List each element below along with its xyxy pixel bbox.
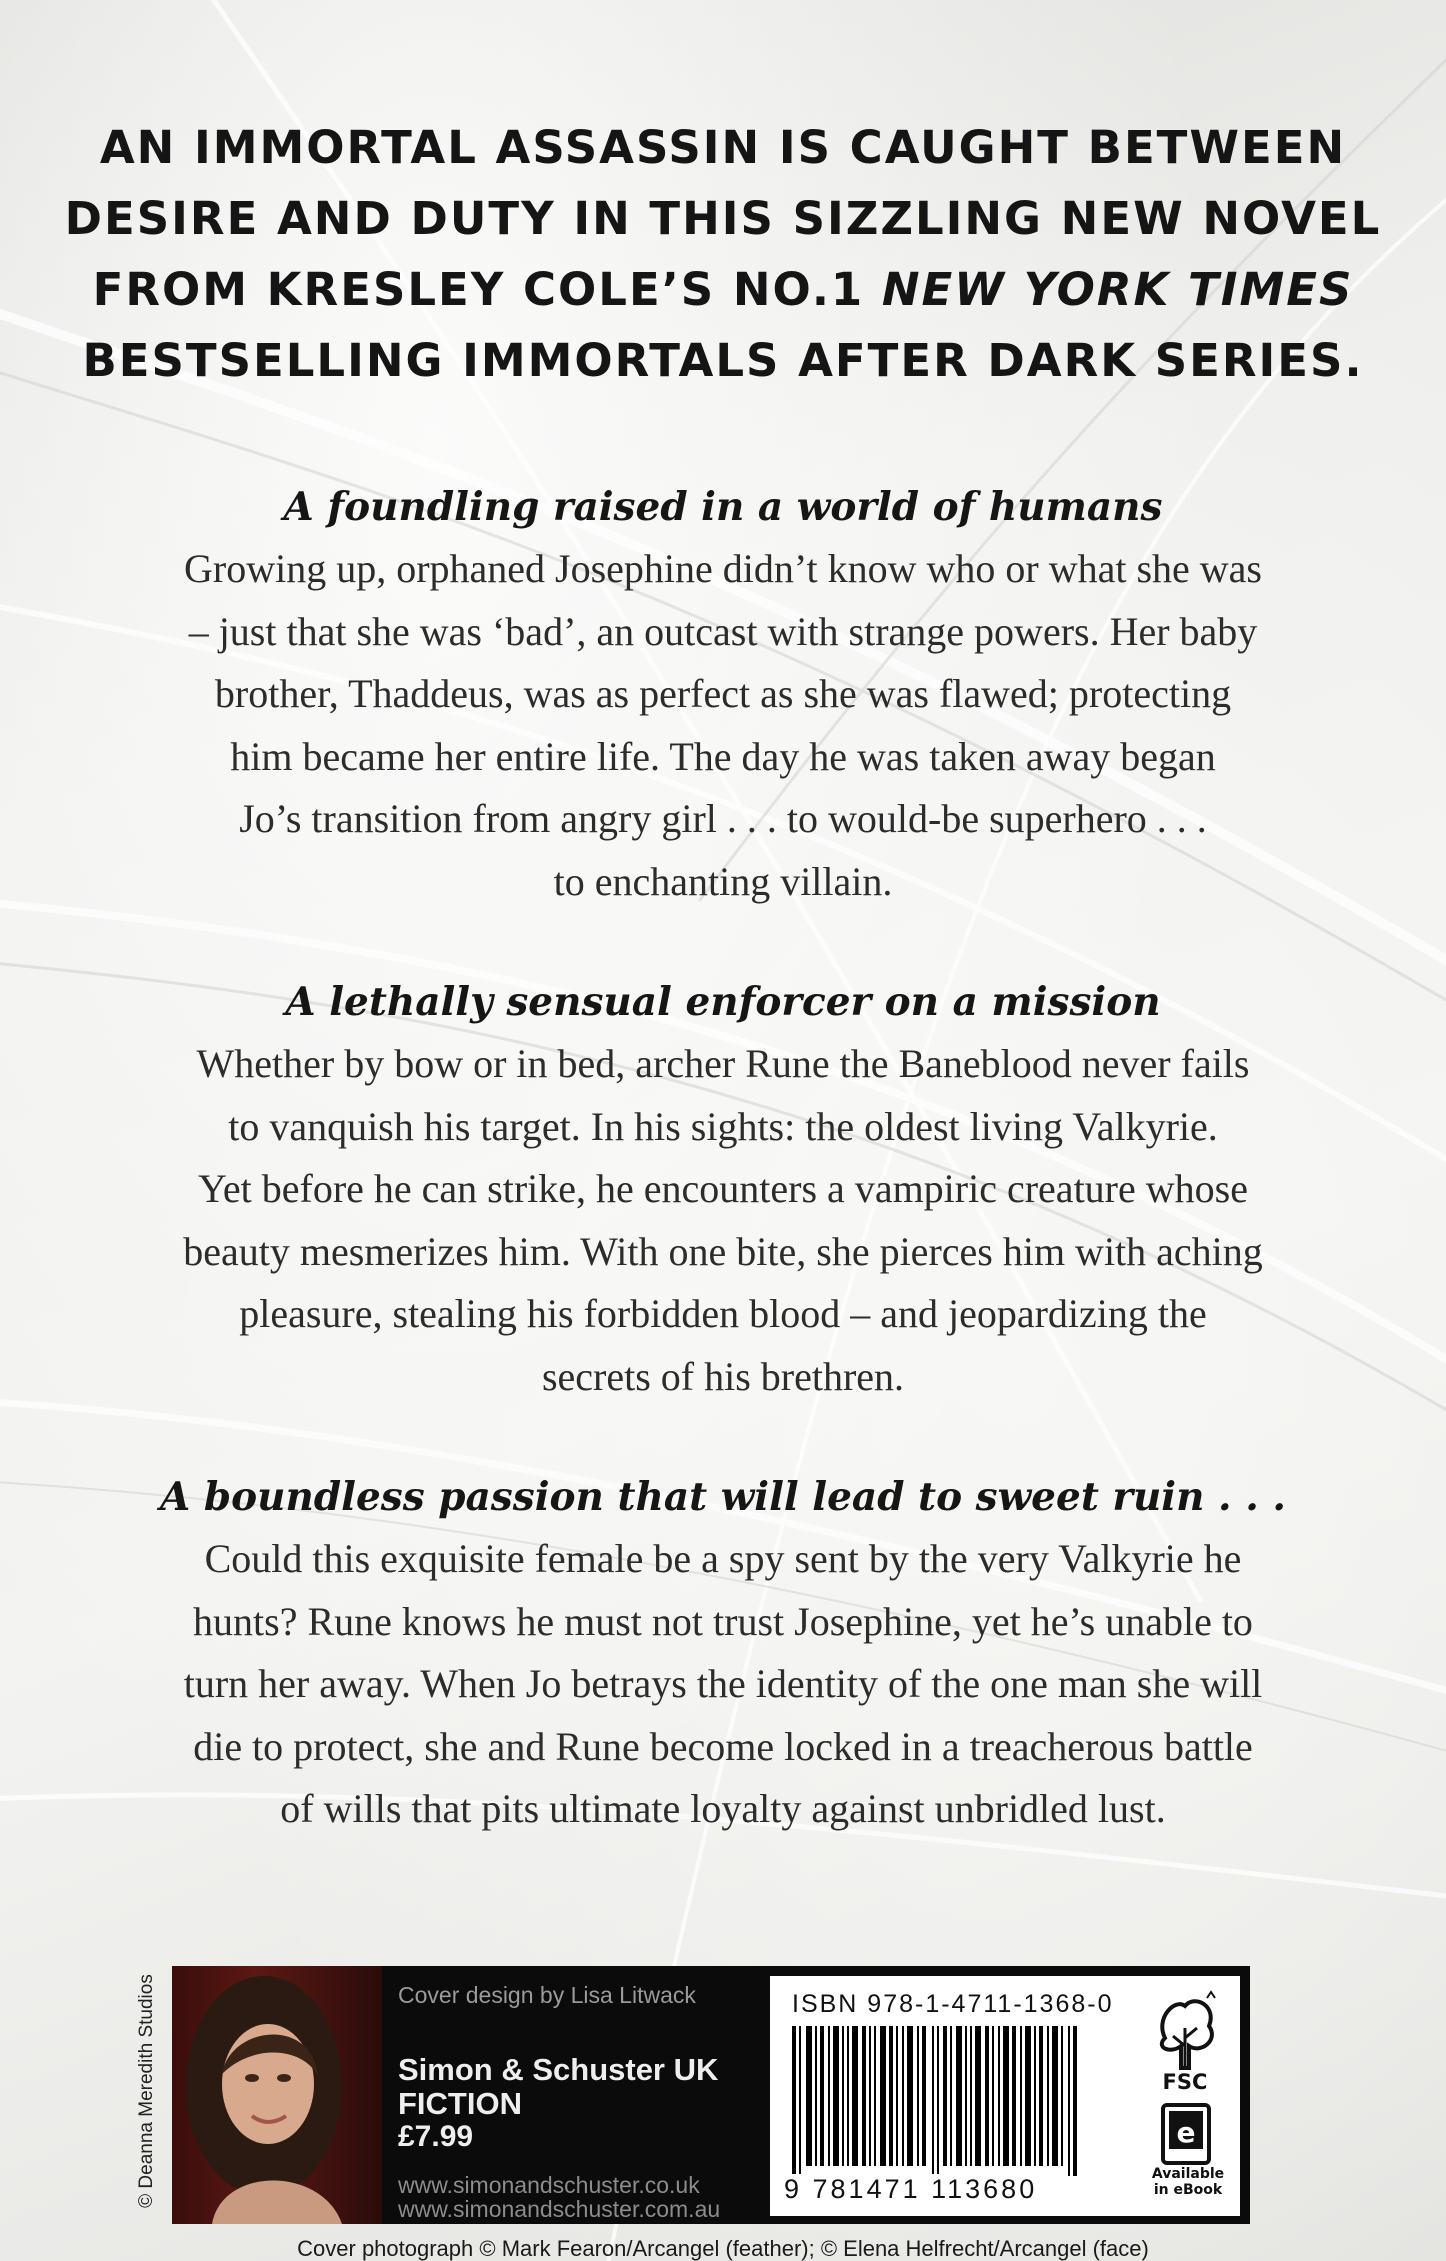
isbn-label: ISBN 978-1-4711-1368-0 bbox=[792, 1990, 1114, 2018]
body-line: secrets of his brethren. bbox=[541, 1353, 905, 1399]
body-line: turn her away. When Jo betrays the identity of the one man she will bbox=[183, 1661, 1263, 1706]
tagline-line-1: AN IMMORTAL ASSASSIN IS CAUGHT BETWEEN bbox=[99, 121, 1347, 174]
price: £7.99 bbox=[398, 2120, 474, 2153]
body-line: to vanquish his target. In his sights: the oldest living Valkyrie. bbox=[228, 1103, 1218, 1149]
barcode-box bbox=[770, 1976, 1240, 2216]
body-line: hunts? Rune knows he must not trust Josephine, yet he’s unable to bbox=[193, 1598, 1253, 1644]
cover-photo-credit: Cover photograph © Mark Fearon/Arcangel (feather); © Elena Helfrecht/Arcangel (face) bbox=[297, 2236, 1149, 2261]
website-uk: www.simonandschuster.co.uk bbox=[398, 2172, 700, 2198]
blurb-section-3 bbox=[70, 1472, 1376, 1841]
body-line: Could this exquisite female be a spy sent by the very Valkyrie he bbox=[204, 1536, 1242, 1581]
section-heading: A lethally sensual enforcer on a mission bbox=[285, 979, 1161, 1025]
body-line: him became her entire life. The day he was taken away began bbox=[230, 733, 1216, 779]
body-line: pleasure, stealing his forbidden blood – and jeopardizing the bbox=[239, 1291, 1207, 1336]
body-line: die to protect, she and Rune become locked in a treacherous battle bbox=[193, 1723, 1253, 1769]
body-line: – just that she was ‘bad’, an outcast with strange powers. Her baby bbox=[188, 608, 1258, 654]
tagline-line-4: BESTSELLING IMMORTALS AFTER DARK SERIES. bbox=[82, 334, 1364, 387]
ebook-label-line-2: in eBook bbox=[1153, 2182, 1223, 2198]
ebook-label-line-1: Available bbox=[1151, 2166, 1225, 2182]
body-line: Jo’s transition from angry girl . . . to would-be superhero . . . bbox=[239, 796, 1207, 841]
info-panel bbox=[172, 1966, 1250, 2224]
section-heading: A boundless passion that will lead to sweet ruin . . . bbox=[160, 1474, 1286, 1520]
tagline-line-3-text: FROM KRESLEY COLE’S NO.1 bbox=[92, 263, 882, 316]
section-heading: A foundling raised in a world of humans bbox=[283, 484, 1163, 530]
body-line: brother, Thaddeus, was as perfect as she was flawed; protecting bbox=[214, 671, 1232, 716]
body-line: Growing up, orphaned Josephine didn’t know who or what she was bbox=[184, 546, 1262, 591]
body-line: Yet before he can strike, he encounters a vampiric creature whose bbox=[198, 1166, 1248, 1211]
body-line: Whether by bow or in bed, archer Rune the Baneblood never fails bbox=[196, 1041, 1250, 1086]
author-photo bbox=[172, 1966, 382, 2224]
section-body bbox=[70, 538, 1376, 913]
cover-design-credit: Cover design by Lisa Litwack bbox=[398, 1982, 696, 2008]
ebook-label bbox=[1138, 2166, 1238, 2198]
blurb-section-1 bbox=[70, 482, 1376, 913]
barcode-digits: 9 781471 113680 bbox=[784, 2174, 1064, 2205]
tagline-nyt: NEW YORK TIMES bbox=[881, 263, 1354, 316]
category: FICTION bbox=[398, 2086, 522, 2121]
ebook-icon bbox=[1160, 2102, 1212, 2166]
website-au: www.simonandschuster.com.au bbox=[398, 2196, 721, 2222]
section-body bbox=[70, 1033, 1376, 1408]
svg-text:e: e bbox=[1176, 2116, 1196, 2149]
section-body bbox=[70, 1528, 1376, 1841]
barcode-icon bbox=[792, 2026, 1092, 2176]
tagline-line-3 bbox=[60, 254, 1386, 325]
publisher-info bbox=[398, 1974, 728, 2224]
author-photo-credit bbox=[134, 1966, 160, 2216]
tagline-line-2: DESIRE AND DUTY IN THIS SIZZLING NEW NOVEL bbox=[64, 192, 1382, 245]
fsc-label: FSC bbox=[1162, 2070, 1208, 2094]
body-line: beauty mesmerizes him. With one bite, she pierces him with aching bbox=[183, 1228, 1263, 1274]
tagline bbox=[60, 112, 1386, 396]
publisher-name: Simon & Schuster UK bbox=[398, 2052, 719, 2087]
author-photo-credit-text: © Deanna Meredith Studios bbox=[136, 1974, 157, 2208]
body-line: to enchanting villain. bbox=[553, 858, 893, 904]
author-portrait-icon bbox=[172, 1966, 382, 2224]
body-line: of wills that pits ultimate loyalty against unbridled lust. bbox=[280, 1786, 1166, 1831]
blurb-section-2 bbox=[70, 977, 1376, 1408]
